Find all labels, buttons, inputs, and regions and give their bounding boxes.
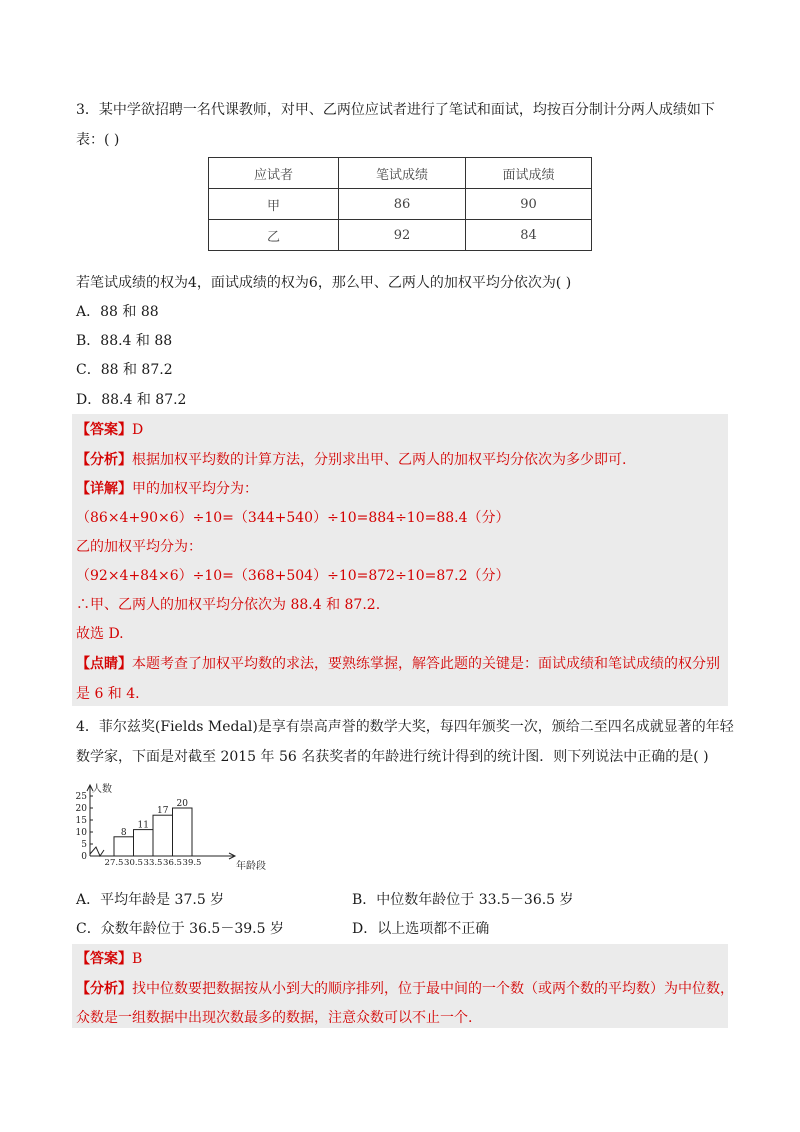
q3-option-b: B．88.4 和 88 [76, 333, 173, 349]
y-tick-label: 0 [81, 852, 87, 862]
table-cell: 90 [466, 189, 592, 220]
x-tick-label: 39.5 [182, 858, 202, 868]
answer-value: D [132, 422, 144, 438]
q3-option-c: C．88 和 87.2 [76, 362, 173, 378]
detail-tag: 【详解】 [76, 481, 132, 497]
x-tick-label: 33.5 [143, 858, 163, 868]
histogram-bar [114, 837, 134, 856]
table-row [209, 189, 592, 220]
q4-option-b: B．中位数年龄位于 33.5－36.5 岁 [352, 892, 574, 908]
table-row [209, 220, 592, 251]
table-header-cell: 应试者 [209, 158, 339, 189]
answer-tag: 【答案】 [76, 422, 132, 438]
q3-comment [76, 654, 720, 674]
q3-option-d: D．88.4 和 87.2 [76, 392, 187, 408]
table-cell: 乙 [209, 220, 339, 251]
histogram-bar [173, 808, 193, 856]
q4-analysis [76, 979, 734, 999]
score-table [208, 157, 592, 251]
analysis-text: 根据加权平均数的计算方法，分别求出甲、乙两人的加权平均分依次为多少即可. [132, 452, 627, 468]
answer-value: B [132, 951, 143, 967]
x-tick-label: 36.5 [163, 858, 182, 868]
detail-text: 甲的加权平均分为： [132, 481, 258, 497]
q4-option-c: C．众数年龄位于 36.5－39.5 岁 [76, 921, 284, 937]
table-header-cell: 面试成绩 [466, 158, 592, 189]
y-tick-label: 25 [75, 792, 87, 802]
q3-stem-line2: 表：( ) [76, 132, 120, 148]
bar-value-label: 20 [176, 799, 188, 809]
histogram-bar [134, 830, 154, 856]
q3-answer [76, 420, 143, 440]
q4-stem-line1: 4．菲尔兹奖(Fields Medal)是享有崇高声誉的数学大奖，每四年颁奖一次，颁给二至四名成就显著的年轻 [76, 719, 734, 735]
x-tick-label: 30.5 [124, 858, 143, 868]
q3-detail-line: 乙的加权平均分为： [76, 539, 202, 555]
comment-tag: 【点睛】 [76, 656, 132, 672]
answer-tag: 【答案】 [76, 951, 132, 967]
bar-value-label: 11 [137, 820, 149, 831]
y-tick-label: 15 [75, 816, 87, 826]
x-tick-label: 27.5 [104, 858, 124, 868]
q3-analysis [76, 450, 626, 470]
table-header-cell: 笔试成绩 [339, 158, 466, 189]
q3-detail-line: （92×4+84×6）÷10=（368+504）÷10=872÷10=87.2（分） [76, 568, 510, 584]
q3-detail-heading [76, 479, 258, 499]
y-tick-label: 20 [75, 804, 87, 814]
analysis-tag: 【分析】 [76, 452, 132, 468]
q3-detail-line: ∴甲、乙两人的加权平均分依次为 88.4 和 87.2. [76, 597, 381, 613]
analysis-tag: 【分析】 [76, 981, 132, 997]
q4-option-a: A．平均年龄是 37.5 岁 [76, 892, 225, 908]
q4-answer [76, 949, 142, 969]
analysis-text: 找中位数要把数据按从小到大的顺序排列，位于最中间的一个数（或两个数的平均数）为中位数， [132, 981, 734, 997]
q3-comment-line2: 是 6 和 4. [76, 686, 140, 702]
bar-value-label: 8 [120, 827, 127, 838]
table-cell: 86 [339, 189, 466, 220]
q3-stem-line1: 3．某中学欲招聘一名代课教师，对甲、乙两位应试者进行了笔试和面试，均按百分制计分两人成绩如下 [76, 102, 715, 118]
x-axis-label: 年龄段 [236, 861, 266, 872]
age-histogram [70, 778, 280, 878]
axis-break [90, 847, 104, 856]
q3-detail-line: 故选 D. [76, 626, 124, 642]
q3-question: 若笔试成绩的权为4，面试成绩的权为6，那么甲、乙两人的加权平均分依次为( ) [76, 275, 572, 291]
table-cell: 84 [466, 220, 592, 251]
histogram-bar [153, 815, 173, 856]
q4-analysis-line2: 众数是一组数据中出现次数最多的数据，注意众数可以不止一个. [76, 1010, 473, 1026]
y-axis-label: 人数 [92, 784, 112, 795]
q4-stem-line2: 数学家，下面是对截至 2015 年 56 名获奖者的年龄进行统计得到的统计图．则下列说法中正确的是( ) [76, 749, 709, 765]
bar-value-label: 17 [157, 806, 169, 817]
table-cell: 甲 [209, 189, 339, 220]
q3-option-a: A．88 和 88 [76, 304, 159, 320]
table-header-row [209, 158, 592, 189]
q4-option-d: D．以上选项都不正确 [352, 921, 490, 937]
chart-bars [114, 799, 192, 856]
q3-detail-line: （86×4+90×6）÷10=（344+540）÷10=884÷10=88.4（分） [76, 510, 510, 526]
comment-text: 本题考查了加权平均数的求法，要熟练掌握，解答此题的关键是：面试成绩和笔试成绩的权分别 [132, 656, 720, 672]
y-tick-label: 5 [81, 840, 87, 850]
y-tick-label: 10 [75, 828, 87, 838]
table-cell: 92 [339, 220, 466, 251]
